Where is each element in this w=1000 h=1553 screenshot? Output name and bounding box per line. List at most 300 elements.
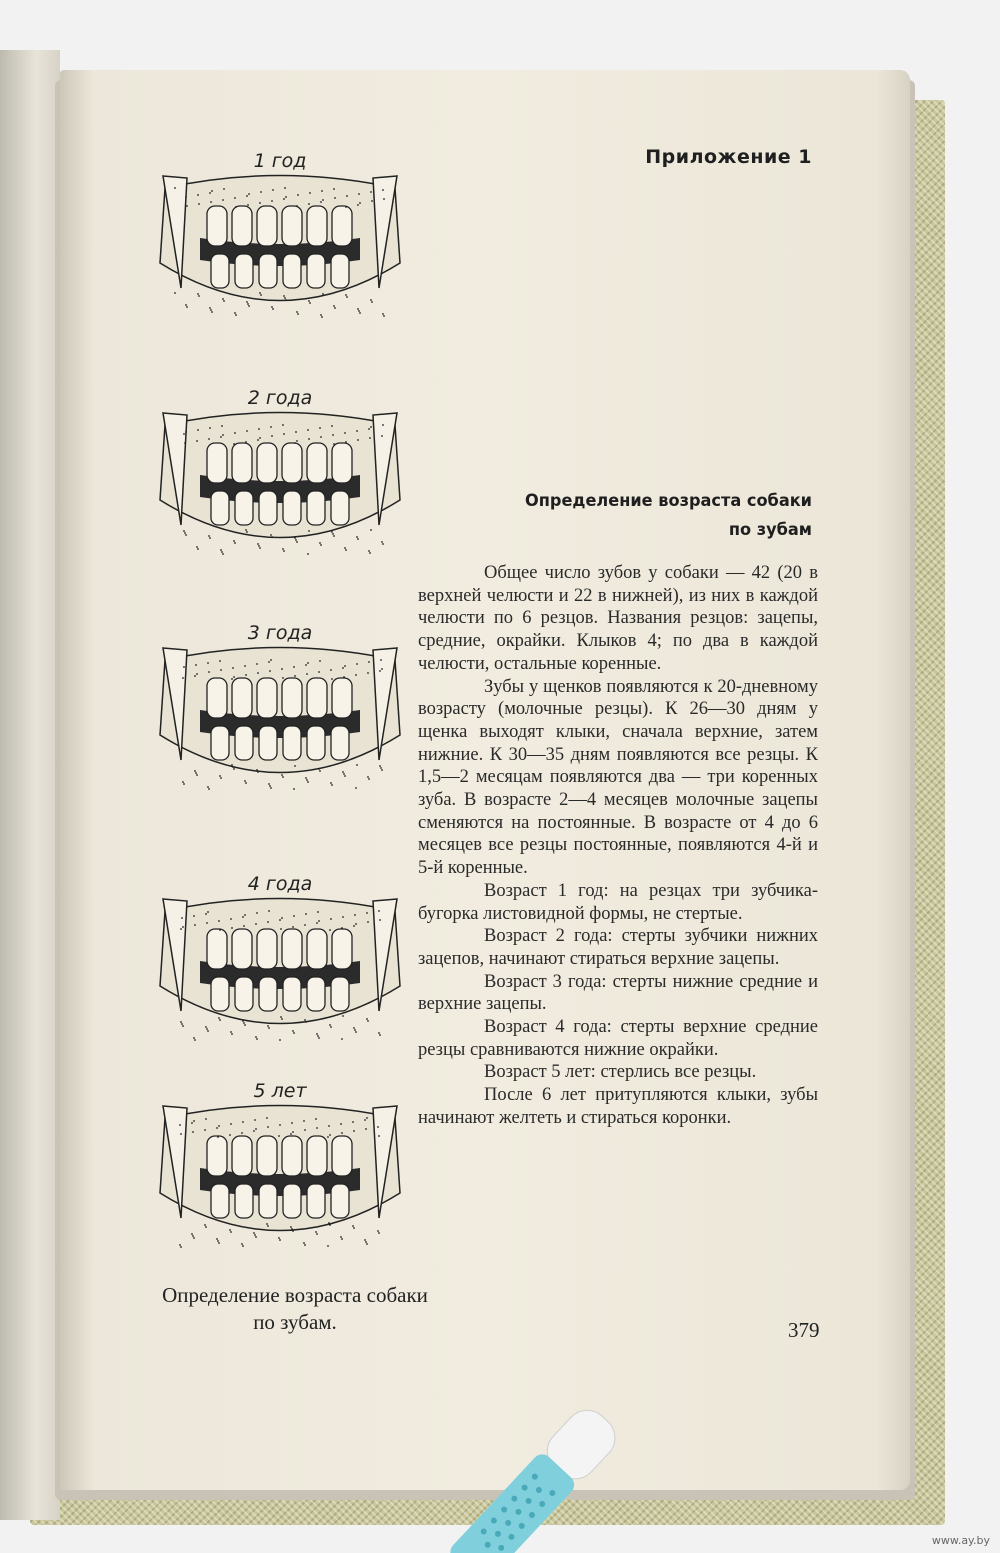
gum-stipple [268,910,270,912]
gum-stipple [328,1125,330,1127]
gum-stipple [233,676,235,678]
gum-stipple [342,771,344,773]
gum-stipple [271,536,273,538]
gum-stipple [268,783,270,785]
gum-stipple [180,928,182,930]
upper-incisor [232,206,252,246]
gum-stipple [248,305,250,307]
gum-stipple [278,1237,280,1239]
gum-stipple [315,1118,317,1120]
gum-stipple [316,1127,318,1129]
gum-stipple [196,774,198,776]
gum-stipple [182,781,184,783]
gum-stipple [248,193,250,195]
gum-stipple [270,659,272,661]
gum-stipple [308,203,310,205]
gum-stipple [234,197,236,199]
gum-stipple [309,192,311,194]
gum-stipple [321,190,323,192]
lower-incisor [259,1184,277,1218]
gum-stipple [219,1019,221,1021]
gum-stipple [191,1122,193,1124]
gum-stipple [305,664,307,666]
appendix-label: Приложение 1 [645,146,812,168]
upper-incisor [257,206,277,246]
gum-stipple [205,913,207,915]
body-text [418,562,818,1130]
gum-stipple [282,424,284,426]
gum-stipple [346,195,348,197]
paragraph: После 6 лет притупляются клыки, зубы начинают желтеть и стираться коронки. [418,1085,818,1128]
gum-stipple [185,534,187,536]
gum-stipple [307,553,309,555]
gum-stipple [344,547,346,549]
gum-stipple [307,662,309,664]
gum-stipple [303,1242,305,1244]
gum-stipple [231,1033,233,1035]
gum-stipple [256,663,258,665]
gum-stipple [255,1036,257,1038]
gum-stipple [382,543,384,545]
gum-stipple [304,1129,306,1131]
gum-stipple [292,926,294,928]
gum-stipple [296,205,298,207]
gum-stipple [321,316,323,318]
gum-stipple [270,534,272,536]
gum-stipple [304,1019,306,1021]
upper-incisor [332,443,352,483]
gum-stipple [272,308,274,310]
gum-stipple [210,201,212,203]
gum-stipple [381,668,383,670]
upper-incisor [282,206,302,246]
gum-stipple [340,1123,342,1125]
lower-incisor [283,491,301,525]
gum-stipple [271,306,273,308]
gum-stipple [341,1238,343,1240]
lower-incisor [211,254,229,288]
gum-stipple [259,202,261,204]
gum-stipple [381,769,383,771]
teeth-figure-5-years [145,1080,415,1280]
lower-incisor [259,491,277,525]
gum-stipple [303,1120,305,1122]
gum-stipple [241,1243,243,1245]
gum-stipple [364,1239,366,1241]
teeth-figure-1-year [145,150,415,350]
lower-incisor [235,491,253,525]
gum-stipple [259,547,261,549]
gum-stipple [220,549,222,551]
gum-stipple [192,1235,194,1237]
gum-stipple [281,917,283,919]
paragraph: Зубы у щенков появляются к 20-дневному возрасту (молочные резцы). К 26—30 дням у щенка выходят клыки, сначала верхние, затем нижние. К 30—35 дням появляются все резцы. К 1,5—2 месяцам появляются два — три коренных зуба. В возрасте 2—4 месяцев молочные зацепы сменяются на постоянные. В возрасте от 4 до 6 месяцев все резцы постоянные, появляются 4-й и 5-й коренные. [418,676,818,879]
gum-stipple [268,1027,270,1029]
gum-stipple [222,553,224,555]
lower-incisor [235,254,253,288]
gum-stipple [209,537,211,539]
gum-stipple [230,1231,232,1233]
gum-stipple [305,1021,307,1023]
figure-label: 5 лет [253,1080,307,1102]
gum-stipple [378,910,380,912]
gum-stipple [186,205,188,207]
gum-stipple [294,675,296,677]
upper-incisor [307,678,327,718]
gum-stipple [290,1133,292,1135]
lower-incisor [211,726,229,760]
gum-stipple [194,770,196,772]
gum-stipple [343,773,345,775]
paragraph: Возраст 1 год: на резцах три зубчика-бугорка листовидной формы, не стертые. [418,880,818,924]
gum-stipple [305,777,307,779]
upper-incisor [332,678,352,718]
upper-incisor [307,1136,327,1176]
gum-stipple [217,1240,219,1242]
lower-incisor [259,977,277,1011]
gum-stipple [206,922,208,924]
upper-incisor [207,929,227,969]
gum-stipple [295,539,297,541]
gum-stipple [231,764,233,766]
upper-incisor [307,929,327,969]
gum-stipple [235,314,237,316]
gum-stipple [345,206,347,208]
gum-stipple [267,1126,269,1128]
gum-stipple [293,666,295,668]
gum-stipple [198,295,200,297]
gum-stipple [186,306,188,308]
gum-stipple [382,313,384,315]
gum-stipple [209,307,211,309]
gum-stipple [254,1119,256,1121]
lower-incisor [283,1184,301,1218]
lower-incisor [259,254,277,288]
paragraph: Возраст 2 года: стерты зубчики нижних зацепов, начинают стираться верхние зацепы. [418,926,818,969]
gum-stipple [246,195,248,197]
gum-stipple [245,441,247,443]
gum-stipple [282,548,284,550]
teeth-illustration [145,405,415,575]
gum-stipple [328,1222,330,1224]
gum-stipple [267,1025,269,1027]
gum-stipple [378,1232,380,1234]
gum-stipple [197,194,199,196]
gum-stipple [260,191,262,193]
gum-stipple [234,312,236,314]
gum-stipple [259,292,261,294]
lower-incisor [283,977,301,1011]
gum-stipple [352,1121,354,1123]
gum-stipple [283,550,285,552]
gum-stipple [378,1032,380,1034]
gum-stipple [233,540,235,542]
gum-stipple [208,671,210,673]
gum-stipple [230,1123,232,1125]
gum-stipple [216,1238,218,1240]
gum-stipple [257,543,259,545]
gum-stipple [352,1225,354,1227]
figure-label: 1 год [253,150,307,172]
teeth-figure-4-years [145,873,415,1073]
gum-stipple [244,1024,246,1026]
gum-stipple [243,925,245,927]
teeth-illustration [145,891,415,1061]
gum-stipple [297,194,299,196]
left-page-edge [0,50,60,1520]
gum-stipple [356,663,358,665]
gum-stipple [369,552,371,554]
upper-incisor [232,443,252,483]
gum-stipple [359,312,361,314]
upper-incisor [232,929,252,969]
gum-stipple [380,659,382,661]
gum-stipple [357,308,359,310]
gum-stipple [333,305,335,307]
upper-incisor [282,678,302,718]
gum-stipple [242,1020,244,1022]
gum-stipple [256,912,258,914]
gum-stipple [242,1245,244,1247]
lower-incisor [331,491,349,525]
gum-stipple [285,196,287,198]
gum-stipple [270,426,272,428]
gum-stipple [242,1121,244,1123]
gum-stipple [266,1223,268,1225]
gum-stipple [383,198,385,200]
gum-stipple [308,438,310,440]
gum-stipple [344,432,346,434]
teeth-figure-2-years [145,387,415,587]
gum-stipple [255,1128,257,1130]
gum-stipple [232,766,234,768]
gum-stipple [309,302,311,304]
gum-stipple [185,196,187,198]
gum-stipple [379,919,381,921]
upper-incisor [232,1136,252,1176]
gum-stipple [191,1233,193,1235]
jaw-outline [160,413,400,538]
gum-stipple [381,435,383,437]
gum-stipple [333,535,335,537]
gum-stipple [306,673,308,675]
gum-stipple [368,661,370,663]
gum-stipple [330,1026,332,1028]
gum-stipple [207,911,209,913]
gum-stipple [196,673,198,675]
gum-stipple [205,1118,207,1120]
gum-stipple [282,677,284,679]
gum-stipple [208,438,210,440]
gum-stipple [233,768,235,770]
gum-stipple [333,188,335,190]
gum-stipple [220,777,222,779]
gum-stipple [317,1035,319,1037]
gum-stipple [209,192,211,194]
gum-stipple [283,198,285,200]
gum-stipple [382,424,384,426]
gum-stipple [329,1024,331,1026]
lower-incisor [331,726,349,760]
gum-stipple [245,674,247,676]
heading-line-1: Определение возраста собаки [525,491,812,511]
gum-stipple [370,426,372,428]
gum-stipple [319,542,321,544]
gum-stipple [345,294,347,296]
gum-stipple [281,774,283,776]
gum-stipple [229,1134,231,1136]
gum-stipple [185,431,187,433]
gum-stipple [331,531,333,533]
gum-stipple [353,1227,355,1229]
gum-stipple [342,916,344,918]
gum-stipple [181,1023,183,1025]
gum-stipple [318,768,320,770]
section-heading [499,487,813,545]
gum-stipple [370,299,372,301]
gum-stipple [208,535,210,537]
gum-stipple [269,785,271,787]
gum-stipple [194,1039,196,1041]
gum-stipple [174,292,176,294]
gum-stipple [357,204,359,206]
gum-stipple [308,300,310,302]
upper-incisor [282,1136,302,1176]
gum-stipple [322,199,324,201]
upper-incisor [257,443,277,483]
upper-incisor [207,443,227,483]
gum-stipple [243,1022,245,1024]
gum-stipple [180,1133,182,1135]
paragraph: Возраст 5 лет: стерлись все резцы. [484,1062,757,1083]
gum-stipple [255,923,257,925]
gum-stipple [293,1032,295,1034]
gum-stipple [182,926,184,928]
gum-stipple [334,307,336,309]
gum-stipple [371,200,373,202]
gum-stipple [221,425,223,427]
gum-stipple [272,189,274,191]
gum-stipple [218,920,220,922]
gum-stipple [197,429,199,431]
gum-stipple [205,1026,207,1028]
gum-stipple [305,913,307,915]
lower-incisor [235,977,253,1011]
gum-stipple [195,664,197,666]
gum-stipple [383,315,385,317]
gum-stipple [284,297,286,299]
gum-stipple [331,784,333,786]
lower-incisor [283,254,301,288]
gum-stipple [204,1129,206,1131]
gum-stipple [193,1037,195,1039]
gum-stipple [366,912,368,914]
gum-stipple [204,1224,206,1226]
lower-incisor [331,254,349,288]
jaw-outline [160,899,400,1024]
gum-stipple [254,1234,256,1236]
gum-stipple [334,197,336,199]
gum-stipple [216,1127,218,1129]
gum-stipple [366,1018,368,1020]
gum-stipple [357,538,359,540]
gum-stipple [256,1038,258,1040]
gum-stipple [220,436,222,438]
gum-stipple [319,427,321,429]
gum-stipple [355,923,357,925]
gum-stipple [267,1225,269,1227]
gum-stipple [229,1229,231,1231]
teeth-illustration [145,168,415,338]
gum-stipple [307,429,309,431]
gum-stipple [355,787,357,789]
gum-stipple [320,314,322,316]
gum-stipple [211,311,213,313]
gum-stipple [206,1028,208,1030]
gum-stipple [184,532,186,534]
gum-stipple [230,1031,232,1033]
gum-stipple [378,1135,380,1137]
gum-stipple [285,299,287,301]
gum-stipple [294,765,296,767]
gum-stipple [258,545,260,547]
gum-stipple [193,1120,195,1122]
gum-stipple [322,293,324,295]
gum-stipple [231,927,233,929]
gum-stipple [295,431,297,433]
gum-stipple [179,1244,181,1246]
gum-stipple [379,670,381,672]
gum-stipple [266,1117,268,1119]
gum-stipple [257,771,259,773]
gum-stipple [222,199,224,201]
gum-stipple [367,921,369,923]
gum-stipple [304,1244,306,1246]
gum-stipple [217,1136,219,1138]
gum-stipple [280,1016,282,1018]
gum-stipple [279,1124,281,1126]
gum-stipple [330,782,332,784]
gum-stipple [193,1237,195,1239]
gum-stipple [341,1038,343,1040]
gum-stipple [332,533,334,535]
gum-stipple [353,1027,355,1029]
gum-stipple [330,918,332,920]
gum-stipple [247,303,249,305]
upper-incisor [257,1136,277,1176]
gum-stipple [329,929,331,931]
upper-incisor [332,1136,352,1176]
gum-stipple [355,1031,357,1033]
gum-stipple [291,1228,293,1230]
gum-stipple [331,678,333,680]
gum-stipple [245,529,247,531]
gum-stipple [196,546,198,548]
gum-stipple [253,1130,255,1132]
gum-stipple [180,1021,182,1023]
gum-stipple [308,530,310,532]
gum-stipple [371,301,373,303]
gum-stipple [377,1126,379,1128]
gum-stipple [353,925,355,927]
gum-stipple [304,924,306,926]
gum-stipple [367,672,369,674]
gum-stipple [306,779,308,781]
heading-line-2: по зубам [728,520,812,540]
gum-stipple [342,1015,344,1017]
gum-stipple [220,669,222,671]
gum-stipple [245,782,247,784]
